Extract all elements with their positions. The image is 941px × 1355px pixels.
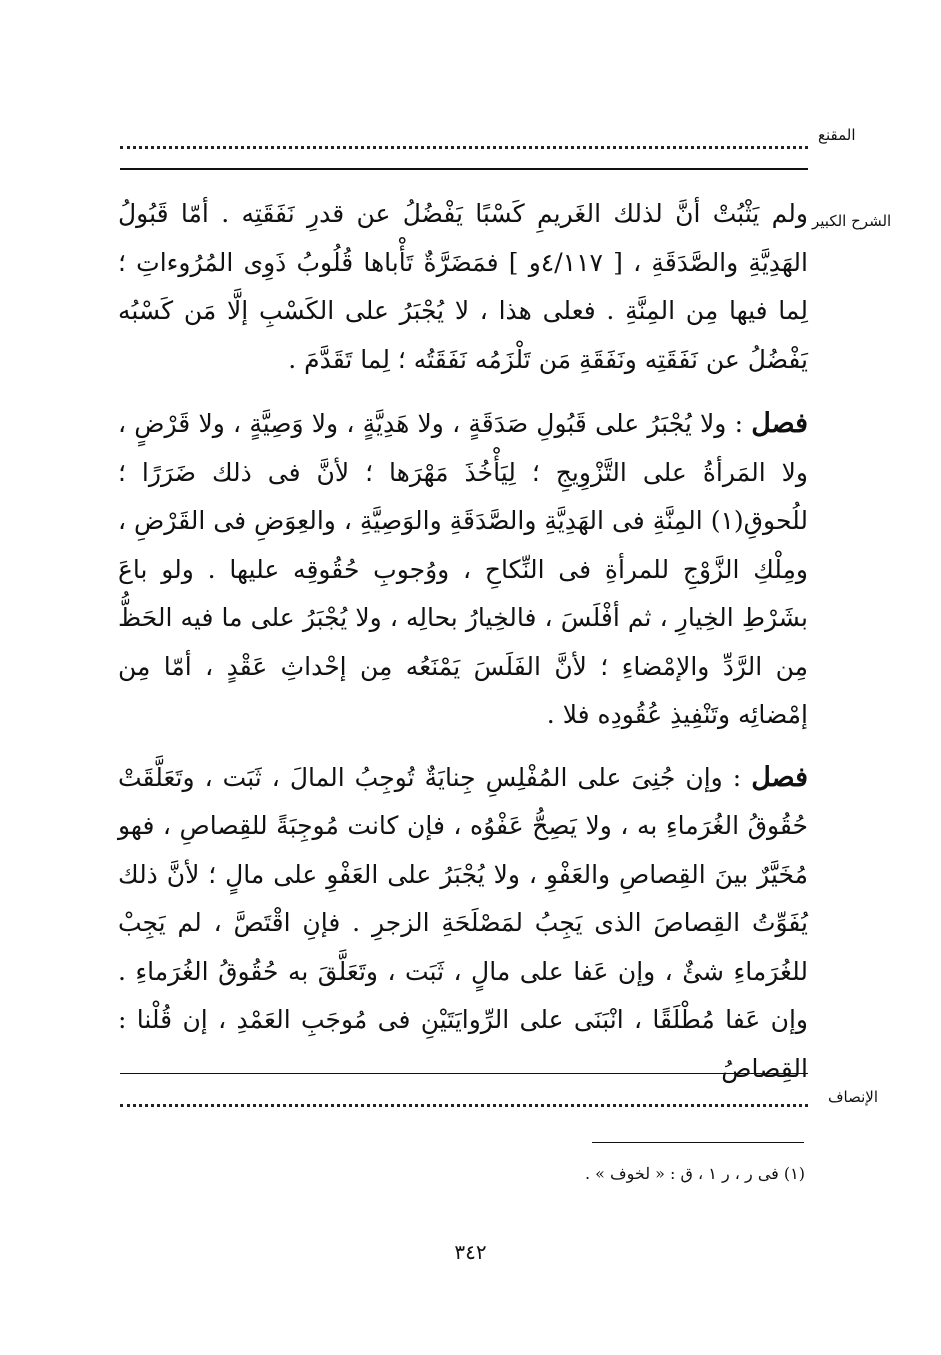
paragraph-2-text: : ولا يُجْبَرُ على قَبُولِ صَدَقَةٍ ، ولا هَدِيَّةٍ ، ولا وَصِيَّةٍ ، ولا قَرْضٍ ، ولا المَرأةُ على التَّزْوِيجِ ؛ لِيَأْخُذَ مَهْرَها ؛ لأنَّ فى ذلك ضَرَرًا ؛ للُحوقِ(١) المِنَّةِ فى الهَدِيَّةِ والصَّدَقَةِ والوَصِيَّةِ ، والعِوَضِ فى القَرْضِ ، ومِلْكِ الزَّوْجِ للمرأةِ فى النِّكاحِ ، ووُجوبِ حُقُوقِه عليها . ولو باعَ بشَرْطِ الخِيارِ ، ثم أفْلَسَ ، فالخِيارُ بحالِه ، ولا يُجْبَرُ على ما فيه الحَظُّ مِن الرَّدِّ والإمْضاءِ ؛ لأنَّ الفَلَسَ يَمْنَعُه مِن إحْداثِ عَقْدٍ ، أمّا مِن إمْضائِه وتَنْفِيذِ عُقُودِه فلا . bbox=[118, 409, 808, 729]
main-text bbox=[118, 190, 808, 1107]
paragraph-1: ولم يَثْبُتْ أنَّ لذلك الغَريمِ كَسْبًا يَفْضُلُ عن قدرِ نَفَقَتِه . أمّا قَبُولُ الهَدِيَّةِ والصَّدَقَةِ ، [ ٤/١١٧و ] فمَضَرَّةٌ تَأْباها قُلُوبُ ذَوِى المُرُوءاتِ ؛ لِما فيها مِن المِنَّةِ . فعلى هذا ، لا يُجْبَرُ على الكَسْبِ إلَّا مَن كَسْبُه يَفْضُلُ عن نَفَقَتِه ونَفَقَةِ مَن تَلْزَمُه نَفَقَتُه ؛ لِما تَقَدَّمَ . bbox=[118, 199, 808, 374]
muqni-dotted-line bbox=[120, 146, 808, 149]
insaf-dotted-line bbox=[120, 1104, 808, 1107]
insaf-label: الإنصاف bbox=[828, 1088, 879, 1106]
paragraph-3-text: : وإن جُنِىَ على المُفْلِسِ جِنايَةٌ تُوجِبُ المالَ ، ثَبَت ، وتَعَلَّقَتْ حُقُوقُ الغُرَماءِ به ، ولا يَصِحُّ عَفْوُه ، فإن كانت مُوجِبَةً للقِصاصِ ، فهو مُخَيَّرٌ بينَ القِصاصِ والعَفْوِ ، ولا يُجْبَرُ على العَفْوِ على مالٍ ؛ لأنَّ ذلك يُفَوِّتُ القِصاصَ الذى يَجِبُ لمَصْلَحَةِ الزجرِ . فإنِ اقْتَصَّ ، لم يَجِبْ للغُرَماءِ شئٌ ، وإن عَفا على مالٍ ، ثَبَت ، وتَعَلَّقَ به حُقُوقُ الغُرَماءِ . وإن عَفا مُطْلَقًا ، انْبَنَى على الرِّوايَتَيْنِ فى مُوجَبِ العَمْدِ ، إن قُلْنا : القِصاصُ bbox=[118, 762, 808, 1083]
page-number: ٣٤٢ bbox=[454, 1240, 487, 1264]
footnote-rule bbox=[592, 1142, 804, 1143]
fasl-heading: فصل bbox=[751, 408, 808, 439]
sharh-label: الشرح الكبير bbox=[812, 212, 892, 230]
footnote: (١) فى ر ، ر ١ ، ق : « لخوف » . bbox=[584, 1164, 805, 1183]
fasl-heading-2: فصل bbox=[751, 761, 808, 793]
header-rule bbox=[120, 168, 808, 170]
insaf-rule bbox=[120, 1073, 808, 1074]
paragraph-2 bbox=[118, 400, 808, 740]
muqni-label: المقنع bbox=[818, 126, 856, 144]
paragraph-3 bbox=[118, 754, 808, 1094]
